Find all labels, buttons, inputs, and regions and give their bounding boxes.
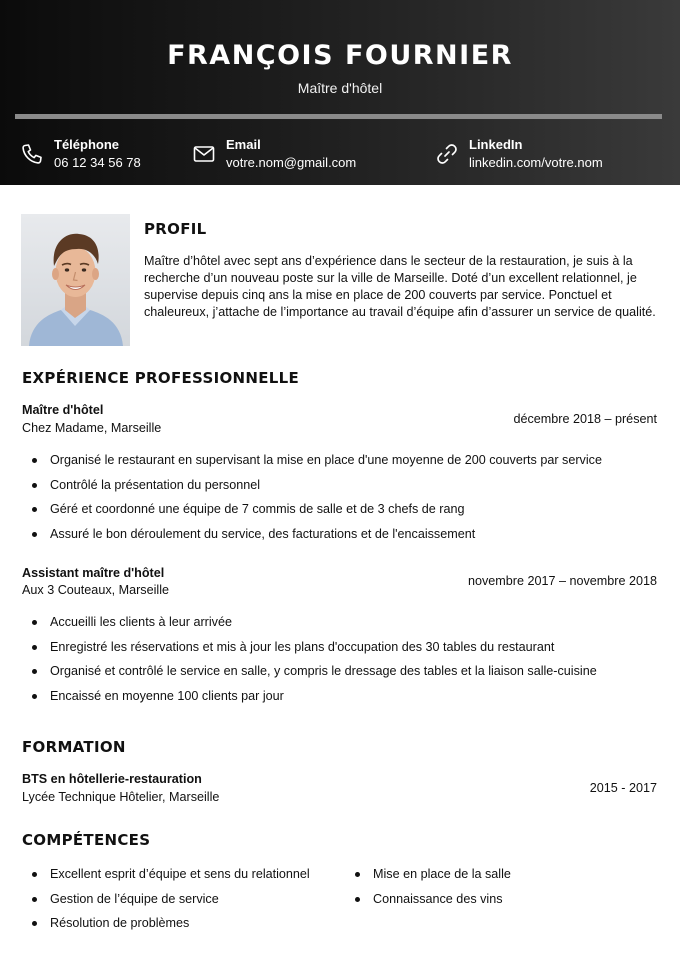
skill-item: Connaissance des vins — [345, 891, 655, 916]
degree-name: BTS en hôtellerie-restauration — [22, 772, 202, 786]
education-section-title: FORMATION — [22, 738, 126, 756]
job-role: Maître d'hôtel — [22, 403, 104, 417]
skills-section-title: COMPÉTENCES — [22, 831, 151, 849]
job-dates: novembre 2017 – novembre 2018 — [467, 574, 657, 588]
phone-number: 06 12 34 56 78 — [54, 155, 141, 170]
job-employer: Chez Madame, Marseille — [22, 421, 162, 435]
list-item: Géré et coordonné une équipe de 7 commis de salle et de 3 chefs de rang — [22, 501, 662, 526]
skills-list-left — [22, 866, 342, 940]
contact-linkedin — [435, 136, 603, 171]
list-item: Organisé et contrôlé le service en salle, y compris le dressage des tables et la liaison salle-cuisine — [22, 663, 662, 688]
contact-email — [192, 136, 356, 171]
job-role: Assistant maître d'hôtel — [22, 566, 165, 580]
education-dates: 2015 - 2017 — [589, 781, 657, 795]
link-icon — [435, 142, 459, 166]
candidate-name: FRANÇOIS FOURNIER — [167, 40, 513, 71]
mail-icon — [192, 142, 216, 166]
school-name: Lycée Technique Hôtelier, Marseille — [22, 790, 220, 804]
list-item: Contrôlé la présentation du personnel — [22, 477, 662, 502]
job-achievements-list — [22, 614, 662, 712]
skill-item: Excellent esprit d’équipe et sens du relationnel — [22, 866, 342, 891]
list-item: Accueilli les clients à leur arrivée — [22, 614, 662, 639]
skill-item: Gestion de l’équipe de service — [22, 891, 342, 916]
contact-label: LinkedIn — [469, 137, 523, 152]
list-item: Enregistré les réservations et mis à jour les plans d'occupation des 30 tables du restaurant — [22, 639, 662, 664]
phone-icon — [20, 142, 44, 166]
list-item: Encaissé en moyenne 100 clients par jour — [22, 688, 662, 713]
skill-item: Mise en place de la salle — [345, 866, 655, 891]
contact-label: Téléphone — [54, 137, 120, 152]
linkedin-url[interactable]: linkedin.com/votre.nom — [469, 155, 603, 170]
skill-item: Résolution de problèmes — [22, 915, 342, 940]
contact-label: Email — [226, 137, 261, 152]
experience-section-title: EXPÉRIENCE PROFESSIONNELLE — [22, 369, 300, 387]
job-employer: Aux 3 Couteaux, Marseille — [22, 583, 169, 597]
candidate-job-title: Maître d'hôtel — [297, 80, 383, 96]
email-address[interactable]: votre.nom@gmail.com — [226, 155, 357, 170]
skills-list-right — [345, 866, 655, 915]
header-divider — [15, 114, 662, 119]
profile-photo — [21, 214, 130, 346]
resume-header — [0, 0, 680, 185]
profile-summary: Maître d’hôtel avec sept ans d’expérience dans le secteur de la restauration, je suis à la recherche d’un nouveau poste sur la ville de Marseille. Doté d’un excellent relationnel, je supervise depuis cinq ans la mise en place de 200 couverts par service. Ponctuel et chaleureux, j’attache de l’importance au travail d’équipe afin d’assurer un service de qualité. — [144, 254, 656, 319]
job-achievements-list — [22, 452, 662, 550]
job-dates: décembre 2018 – présent — [513, 412, 657, 426]
list-item: Organisé le restaurant en supervisant la mise en place d'une moyenne de 200 couverts par service — [22, 452, 662, 477]
list-item: Assuré le bon déroulement du service, des facturations et de l'encaissement — [22, 526, 662, 551]
profile-section-title: PROFIL — [144, 220, 207, 238]
contact-phone — [20, 136, 141, 171]
